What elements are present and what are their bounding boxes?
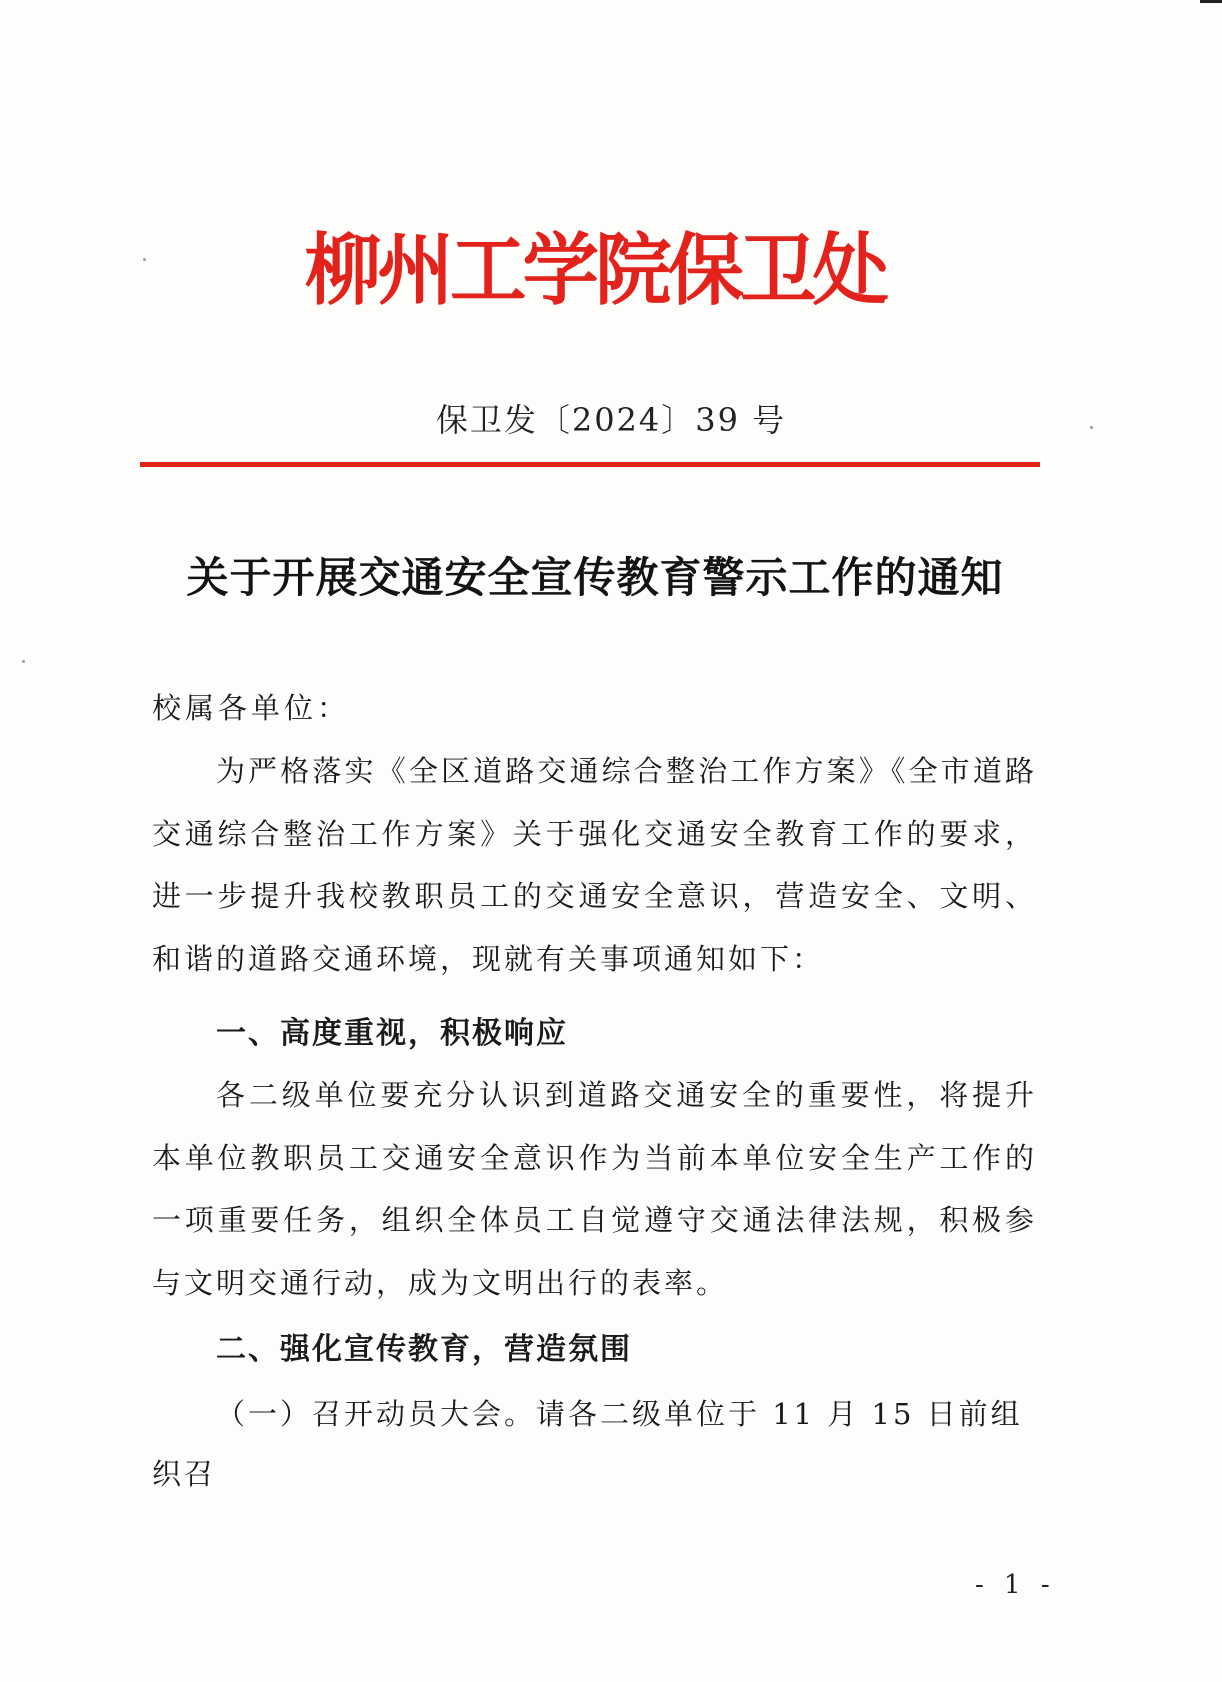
red-divider-line [140,462,1040,467]
scan-speck [22,660,25,663]
scan-corner-mark [1200,0,1222,3]
scan-speck [143,258,146,261]
section-2-heading: 二、强化宣传教育，营造氛围 [216,1332,632,1367]
document-number: 保卫发〔2024〕39 号 [435,401,787,439]
document-title: 关于开展交通安全宣传教育警示工作的通知 [186,553,1004,602]
page-number: - 1 - [975,1570,1056,1600]
intro-paragraph: 为严格落实《全区道路交通综合整治工作方案》《全市道路交通综合整治工作方案》关于强化交通安全教育工作的要求，进一步提升我校教职员工的交通安全意识，营造安全、文明、和谐的道路交通环境，现就有关事项通知如下： [152,754,1037,976]
section-2-item-1: （一）召开动员大会。请各二级单位于 11 月 15 日前组织召 [152,1397,1023,1491]
organization-header: 柳州工学院保卫处 [304,225,886,316]
section-1-paragraph: 各二级单位要充分认识到道路交通安全的重要性，将提升本单位教职员工交通安全意识作为当前本单位安全生产工作的一项重要任务，组织全体员工自觉遵守交通法律法规，积极参与文明交通行动，成为文明出行的表率。 [152,1078,1037,1300]
salutation: 校属各单位： [152,691,351,725]
scan-speck [1090,426,1093,429]
section-1-heading: 一、高度重视，积极响应 [216,1016,568,1051]
